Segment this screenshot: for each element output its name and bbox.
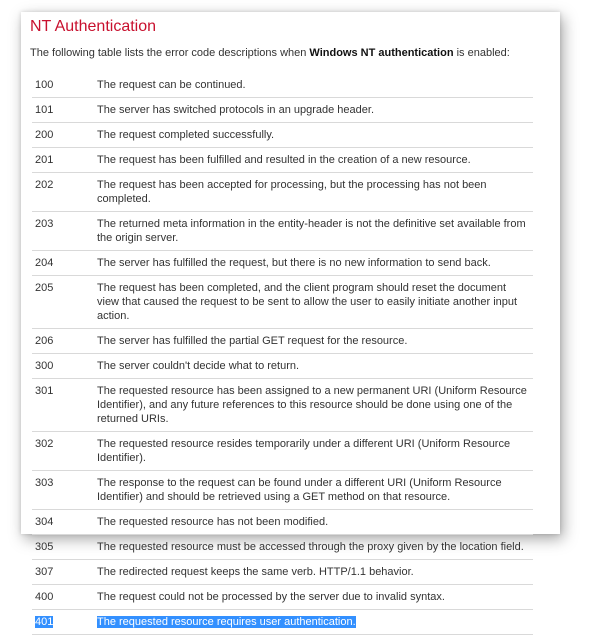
table-row [32,276,533,329]
status-code: 101 [35,104,54,116]
status-description: The server has switched protocols in an upgrade header. [97,104,374,116]
description-cell [94,535,533,560]
description-cell [94,173,533,212]
description-cell [94,379,533,432]
status-code: 300 [35,360,54,372]
status-code: 201 [35,154,54,166]
status-description: The server couldn't decide what to return. [97,360,300,372]
error-code-table [32,73,533,635]
status-description: The server has fulfilled the partial GET request for the resource. [97,335,408,347]
status-code: 203 [35,218,54,230]
status-code-cell [32,148,94,173]
status-code: 304 [35,516,54,528]
status-code: 202 [35,179,54,191]
table-row [32,98,533,123]
table-row [32,610,533,635]
status-code-cell [32,535,94,560]
status-description: The requested resource has not been modified. [97,516,329,528]
description-cell [94,123,533,148]
table-row [32,251,533,276]
intro-bold-term: Windows NT authentication [309,47,454,59]
status-code-cell [32,98,94,123]
intro-prefix: The following table lists the error code descriptions when [30,47,310,59]
status-code: 401 [35,616,54,628]
status-code-cell [32,173,94,212]
status-code: 305 [35,541,54,553]
status-code-cell [32,471,94,510]
status-description: The request can be continued. [97,79,246,91]
description-cell [94,148,533,173]
status-description: The requested resource must be accessed through the proxy given by the location field. [97,541,524,553]
status-description: The server has fulfilled the request, but there is no new information to send back. [97,257,491,269]
description-cell [94,432,533,471]
status-code: 302 [35,438,54,450]
description-cell [94,510,533,535]
status-code-cell [32,379,94,432]
table-row [32,148,533,173]
status-description: The redirected request keeps the same verb. HTTP/1.1 behavior. [97,566,414,578]
status-code: 205 [35,282,54,294]
description-cell [94,98,533,123]
description-cell [94,276,533,329]
table-row [32,123,533,148]
status-code-cell [32,354,94,379]
status-code-cell [32,585,94,610]
table-row [32,535,533,560]
description-cell [94,251,533,276]
status-code-cell [32,251,94,276]
status-code-cell [32,73,94,98]
status-description: The requested resource requires user authentication. [97,616,356,628]
status-code-cell [32,432,94,471]
status-code-cell [32,276,94,329]
description-cell [94,610,533,635]
table-row [32,585,533,610]
table-row [32,510,533,535]
status-description: The request completed successfully. [97,129,275,141]
status-description: The request has been completed, and the client program should reset the document view that caused the request to be sent to allow the user to easily initiate another input action. [97,282,518,322]
status-code-cell [32,329,94,354]
table-row [32,73,533,98]
status-code: 303 [35,477,54,489]
status-description: The response to the request can be found under a different URI (Uniform Resource Identifier) and should be retrieved using a GET method on that resource. [97,477,502,503]
status-code: 200 [35,129,54,141]
description-cell [94,471,533,510]
table-row [32,379,533,432]
status-code: 400 [35,591,54,603]
status-code-cell [32,560,94,585]
description-cell [94,73,533,98]
page-title: NT Authentication [30,18,157,35]
status-code-cell [32,123,94,148]
description-cell [94,212,533,251]
error-code-table-body [32,73,533,635]
status-description: The requested resource resides temporarily under a different URI (Uniform Resource Identifier). [97,438,511,464]
status-description: The request could not be processed by the server due to invalid syntax. [97,591,445,603]
table-row [32,471,533,510]
document-card [21,12,560,628]
status-code: 307 [35,566,54,578]
status-code-cell [32,212,94,251]
status-code-cell [32,610,94,635]
intro-paragraph [30,47,510,59]
status-description: The request has been fulfilled and resulted in the creation of a new resource. [97,154,471,166]
table-row [32,560,533,585]
table-row [32,354,533,379]
table-row [32,212,533,251]
status-code: 204 [35,257,54,269]
status-code: 100 [35,79,54,91]
status-code: 206 [35,335,54,347]
status-description: The requested resource has been assigned to a new permanent URI (Uniform Resource Identifier), and any future references to this resource should be done using one of the returned URIs. [97,385,527,425]
status-code: 301 [35,385,54,397]
table-row [32,432,533,471]
table-row [32,329,533,354]
description-cell [94,585,533,610]
description-cell [94,560,533,585]
intro-suffix: is enabled: [453,47,510,59]
description-cell [94,329,533,354]
status-code-cell [32,510,94,535]
status-description: The request has been accepted for processing, but the processing has not been completed. [97,179,487,205]
description-cell [94,354,533,379]
status-description: The returned meta information in the entity-header is not the definitive set available from the origin server. [97,218,526,244]
table-row [32,173,533,212]
